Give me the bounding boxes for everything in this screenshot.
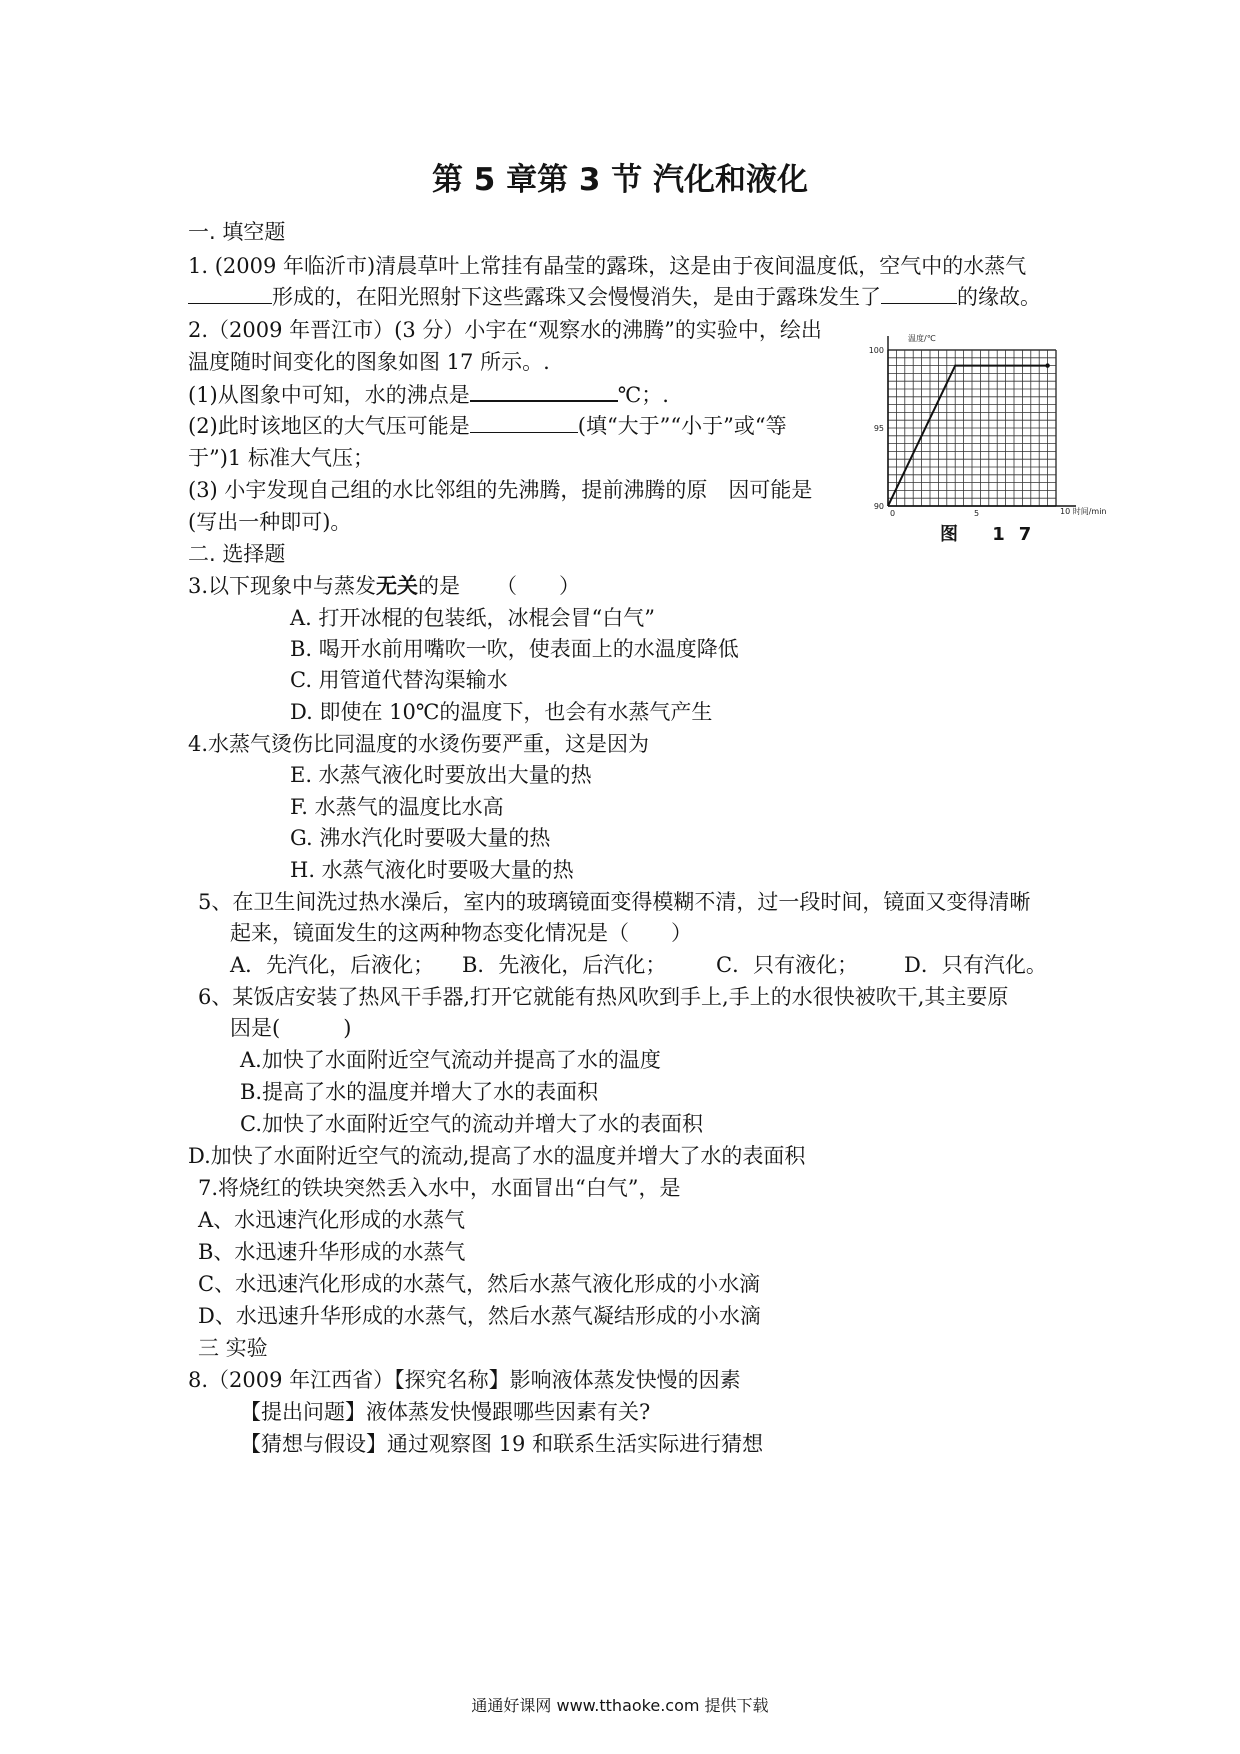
chart-x-tick-label: 5 [974,509,980,518]
q7-option-b: B、水迅速升华形成的水蒸气 [198,1240,466,1264]
q6-line1: 6、某饭店安装了热风干手器,打开它就能有热风吹到手上,手上的水很快被吹干,其主要原 [198,985,1009,1009]
q2-line2: 温度随时间变化的图象如图 17 所示。. [188,350,550,374]
q8-line1: 8.（2009 年江西省）【探究名称】影响液体蒸发快慢的因素 [188,1368,741,1392]
chart-x-axis-label: 10 时间/min [1060,507,1107,516]
chart-y-tick-label: 95 [873,424,884,433]
q5-option-c: C．只有液化； [716,953,859,977]
q2-line1: 2.（2009 年晋江市）(3 分）小宇在“观察水的沸腾”的实验中，绘出 [188,318,822,342]
q6-option-a: A.加快了水面附近空气流动并提高了水的温度 [240,1048,661,1072]
temperature-end-point [1045,363,1049,367]
chart-y-axis-label: 温度/℃ [908,334,936,343]
q6-option-d: D.加快了水面附近空气的流动,提高了水的温度并增大了水的表面积 [188,1144,806,1168]
q1-blank-1[interactable] [188,285,272,304]
q6-option-b: B.提高了水的温度并增大了水的表面积 [240,1080,599,1104]
q6-option-c: C.加快了水面附近空气的流动并增大了水的表面积 [240,1112,703,1136]
temperature-time-graph [862,330,1122,518]
q2-part1: (1)从图象中可知，水的沸点是 ℃；. [188,383,669,407]
q5-option-b: B．先液化，后汽化； [462,953,667,977]
page-title: 第 5 章第 3 节 汽化和液化 [431,162,809,198]
q5-option-d: D．只有汽化。 [904,953,1047,977]
q2-part3: (3) 小宇发现自己组的水比邻组的先沸腾，提前沸腾的原 因可能是 [188,478,813,502]
q5-line2: 起来，镜面发生的这两种物态变化情况是（ ） [230,921,692,945]
q7-option-d: D、水迅速升华形成的水蒸气，然后水蒸气凝结形成的小水滴 [198,1304,761,1328]
figure-17-caption: 图 17 [940,524,1046,545]
chart-y-tick-label: 90 [873,502,884,511]
q4-option-f: F. 水蒸气的温度比水高 [290,795,504,819]
q3-option-d: D. 即使在 10℃的温度下，也会有水蒸气产生 [290,700,713,724]
q7-stem: 7.将烧红的铁块突然丢入水中，水面冒出“白气”，是 [198,1176,681,1200]
chart-grid [888,336,1076,506]
q1-line1: 1. (2009 年临沂市)清晨草叶上常挂有晶莹的露珠，这是由于夜间温度低，空气中的水蒸气 [188,254,1027,278]
chart-x-tick-label: 0 [890,509,896,518]
q7-option-a: A、水迅速汽化形成的水蒸气 [198,1208,466,1232]
q1-line2: 形成的，在阳光照射下这些露珠又会慢慢消失，是由于露珠发生了 的缘故。 [188,285,1041,309]
q3-option-c: C. 用管道代替沟渠输水 [290,668,508,692]
page-footer: 通通好课网 www.tthaoke.com 提供下载 [471,1696,769,1715]
q7-option-c: C、水迅速汽化形成的水蒸气，然后水蒸气液化形成的小水滴 [198,1272,761,1296]
q3-stem: 3.以下现象中与蒸发无关的是 （ ） [188,573,581,598]
q3-option-a: A. 打开冰棍的包装纸，冰棍会冒“白气” [290,606,655,630]
q3-option-b: B. 喝开水前用嘴吹一吹，使表面上的水温度降低 [290,637,739,661]
q2-part3-cont: (写出一种即可)。 [188,510,352,534]
q8-line2: 【提出问题】液体蒸发快慢跟哪些因素有关? [240,1400,651,1424]
q4-option-e: E. 水蒸气液化时要放出大量的热 [290,763,592,787]
section-fill-blank-heading: 一. 填空题 [188,220,286,244]
q1-blank-2[interactable] [881,285,957,304]
section-choice-heading: 二. 选择题 [188,542,286,566]
q2-boiling-point-blank[interactable] [470,382,618,402]
q5-option-a: A．先汽化，后液化； [230,953,435,977]
q2-pressure-blank[interactable] [470,414,578,433]
section-experiment-heading: 三 实验 [198,1336,268,1360]
q2-part2-cont: 于”)1 标准大气压； [188,446,374,470]
q4-option-h: H. 水蒸气液化时要吸大量的热 [290,858,574,882]
chart-y-tick-label: 100 [868,346,884,355]
q8-line3: 【猜想与假设】通过观察图 19 和联系生活实际进行猜想 [240,1432,764,1456]
q2-part2: (2)此时该地区的大气压可能是 (填“大于”“小于”或“等 [188,414,787,438]
q6-line2: 因是( ) [230,1016,352,1040]
q3-answer-paren[interactable]: （ ） [496,574,581,598]
q4-option-g: G. 沸水汽化时要吸大量的热 [290,826,551,850]
q5-line1: 5、在卫生间洗过热水澡后，室内的玻璃镜面变得模糊不清，过一段时间，镜面又变得清晰 [198,890,1031,914]
q4-stem: 4.水蒸气烫伤比同温度的水烫伤要严重，这是因为 [188,732,650,756]
